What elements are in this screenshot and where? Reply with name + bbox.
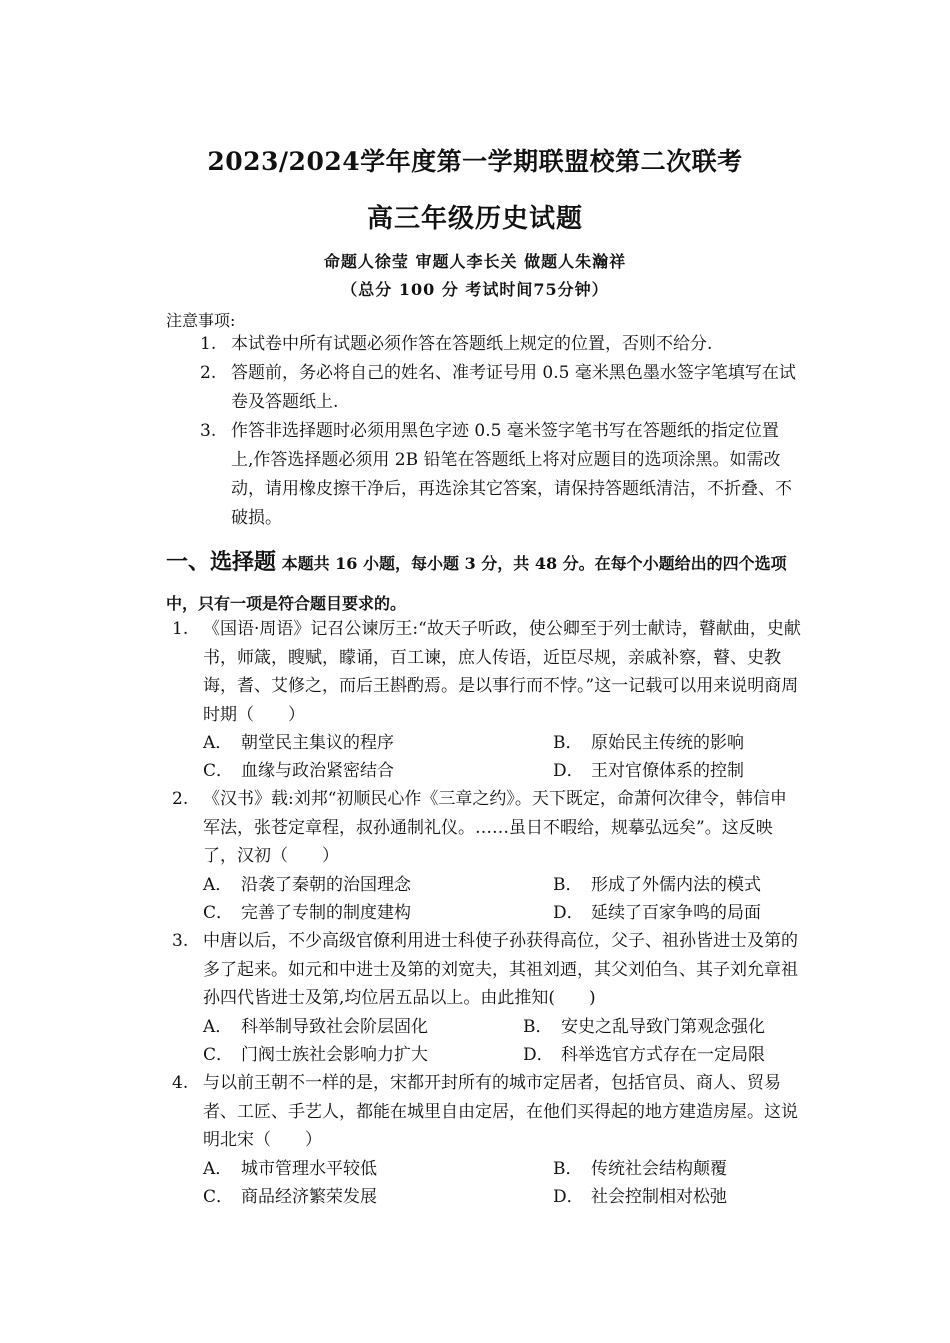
notice-item-number: 2. (200, 363, 217, 383)
option-b[interactable] (553, 729, 744, 757)
exam-info: （总分 100 分 考试时间75分钟） (341, 280, 609, 299)
question-stem: 《汉书》载:刘邦“初顺民心作《三章之约》。天下既定，命萧何次律令，韩信申军法，张苍定章程，叔孙通制礼仪。……虽日不暇给，规摹弘远矣”。这反映了，汉初（ ） (203, 789, 787, 866)
question-stem: 与以前王朝不一样的是，宋都开封所有的城市定居者，包括官员、商人、贸易者、工匠、手艺人，都能在城里自由定居，在他们买得起的地方建造房屋。这说明北宋（ ） (203, 1073, 798, 1150)
option-text: 商品经济繁荣发展 (241, 1187, 377, 1207)
option-d[interactable] (523, 1041, 765, 1069)
option-label: D． (553, 761, 584, 781)
option-label: A． (203, 1017, 233, 1037)
notice-item-number: 1. (200, 334, 217, 354)
option-a[interactable] (203, 1013, 428, 1041)
section-description: 本题共 16 小题，每小题 3 分，共 48 分。在每个小题给出的四个选项中，只有一项是符合题目要求的。 (166, 554, 787, 613)
option-label: A． (203, 1159, 233, 1179)
question-number: 1. (172, 619, 189, 639)
option-text: 门阀士族社会影响力扩大 (241, 1045, 428, 1065)
option-label: A． (203, 733, 233, 753)
section-label: 一、选择题 (166, 549, 277, 575)
option-d[interactable] (553, 1183, 727, 1211)
notice-item-text: 作答非选择题时必须用黑色字迹 0.5 毫米签字笔书写在答题纸的指定位置上,作答选择题必须用 2B 铅笔在答题纸上将对应题目的选项涂黑。如需改动，请用橡皮擦干净后，再选涂其它答案，请保持答题纸清洁，不折叠、不破损。 (231, 421, 792, 528)
option-text: 形成了外儒内法的模式 (591, 875, 761, 895)
option-a[interactable] (203, 871, 411, 899)
option-text: 安史之乱导致门第观念强化 (561, 1017, 765, 1037)
notice-item (200, 330, 800, 359)
notice-item (200, 417, 800, 533)
option-text: 沿袭了秦朝的治国理念 (241, 875, 411, 895)
option-label: C． (203, 903, 234, 923)
notice-item (200, 359, 800, 417)
option-b[interactable] (553, 1155, 727, 1183)
question-stem: 中唐以后，不少高级官僚利用进士科使子孙获得高位，父子、祖孙皆进士及第的多了起来。如元和中进士及第的刘宽夫，其祖刘迺，其父刘伯刍、其子刘允章祖孙四代皆进士及第,均位居五品以上。由此推知( ) (203, 931, 798, 1008)
option-b[interactable] (523, 1013, 765, 1041)
option-c[interactable] (203, 1183, 377, 1211)
option-text: 原始民主传统的影响 (591, 733, 744, 753)
question-number: 4. (172, 1073, 189, 1093)
option-label: B． (523, 1017, 553, 1037)
question-3 (172, 927, 802, 1013)
option-text: 血缘与政治紧密结合 (241, 761, 394, 781)
question-number: 3. (172, 931, 189, 951)
option-label: D． (553, 903, 584, 923)
option-label: B． (553, 875, 583, 895)
exam-title: 2023/2024学年度第一学期联盟校第二次联考 (207, 147, 743, 176)
exam-authors: 命题人徐莹 审题人李长关 做题人朱瀚祥 (323, 252, 627, 271)
question-2 (172, 785, 802, 871)
exam-subtitle: 高三年级历史试题 (366, 204, 583, 234)
notice-heading: 注意事项: (166, 311, 236, 330)
option-label: B． (553, 733, 583, 753)
option-label: D． (553, 1187, 584, 1207)
notice-item-number: 3. (200, 421, 217, 441)
option-c[interactable] (203, 899, 411, 927)
option-text: 科举制导致社会阶层固化 (241, 1017, 428, 1037)
option-text: 朝堂民主集议的程序 (241, 733, 394, 753)
option-label: A． (203, 875, 233, 895)
option-label: C． (203, 1045, 234, 1065)
option-a[interactable] (203, 1155, 377, 1183)
question-1 (172, 615, 802, 729)
question-stem: 《国语·周语》记召公谏厉王:“故天子听政，使公卿至于列士献诗，瞽献曲，史献书，师箴，瞍赋，矇诵，百工谏，庶人传语，近臣尽规，亲戚补察，瞽、史教诲，耆、艾修之，而后王斟酌焉。是以事行而不悖。”这一记载可以用来说明商周时期（ ） (203, 619, 801, 725)
section-heading (166, 542, 806, 624)
option-label: C． (203, 761, 234, 781)
option-d[interactable] (553, 899, 761, 927)
option-a[interactable] (203, 729, 394, 757)
option-label: C． (203, 1187, 234, 1207)
option-text: 科举选官方式存在一定局限 (561, 1045, 765, 1065)
option-text: 完善了专制的制度建构 (241, 903, 411, 923)
option-c[interactable] (203, 1041, 428, 1069)
notice-item-text: 答题前，务必将自己的姓名、准考证号用 0.5 毫米黑色墨水签字笔填写在试卷及答题纸上. (231, 363, 796, 412)
option-text: 城市管理水平较低 (241, 1159, 377, 1179)
notice-item-text: 本试卷中所有试题必须作答在答题纸上规定的位置，否则不给分. (231, 334, 713, 354)
question-4 (172, 1069, 802, 1155)
question-number: 2. (172, 789, 189, 809)
option-text: 社会控制相对松弛 (591, 1187, 727, 1207)
option-b[interactable] (553, 871, 761, 899)
option-label: B． (553, 1159, 583, 1179)
option-text: 延续了百家争鸣的局面 (591, 903, 761, 923)
option-c[interactable] (203, 757, 394, 785)
option-d[interactable] (553, 757, 744, 785)
option-text: 王对官僚体系的控制 (591, 761, 744, 781)
option-text: 传统社会结构颠覆 (591, 1159, 727, 1179)
option-label: D． (523, 1045, 554, 1065)
